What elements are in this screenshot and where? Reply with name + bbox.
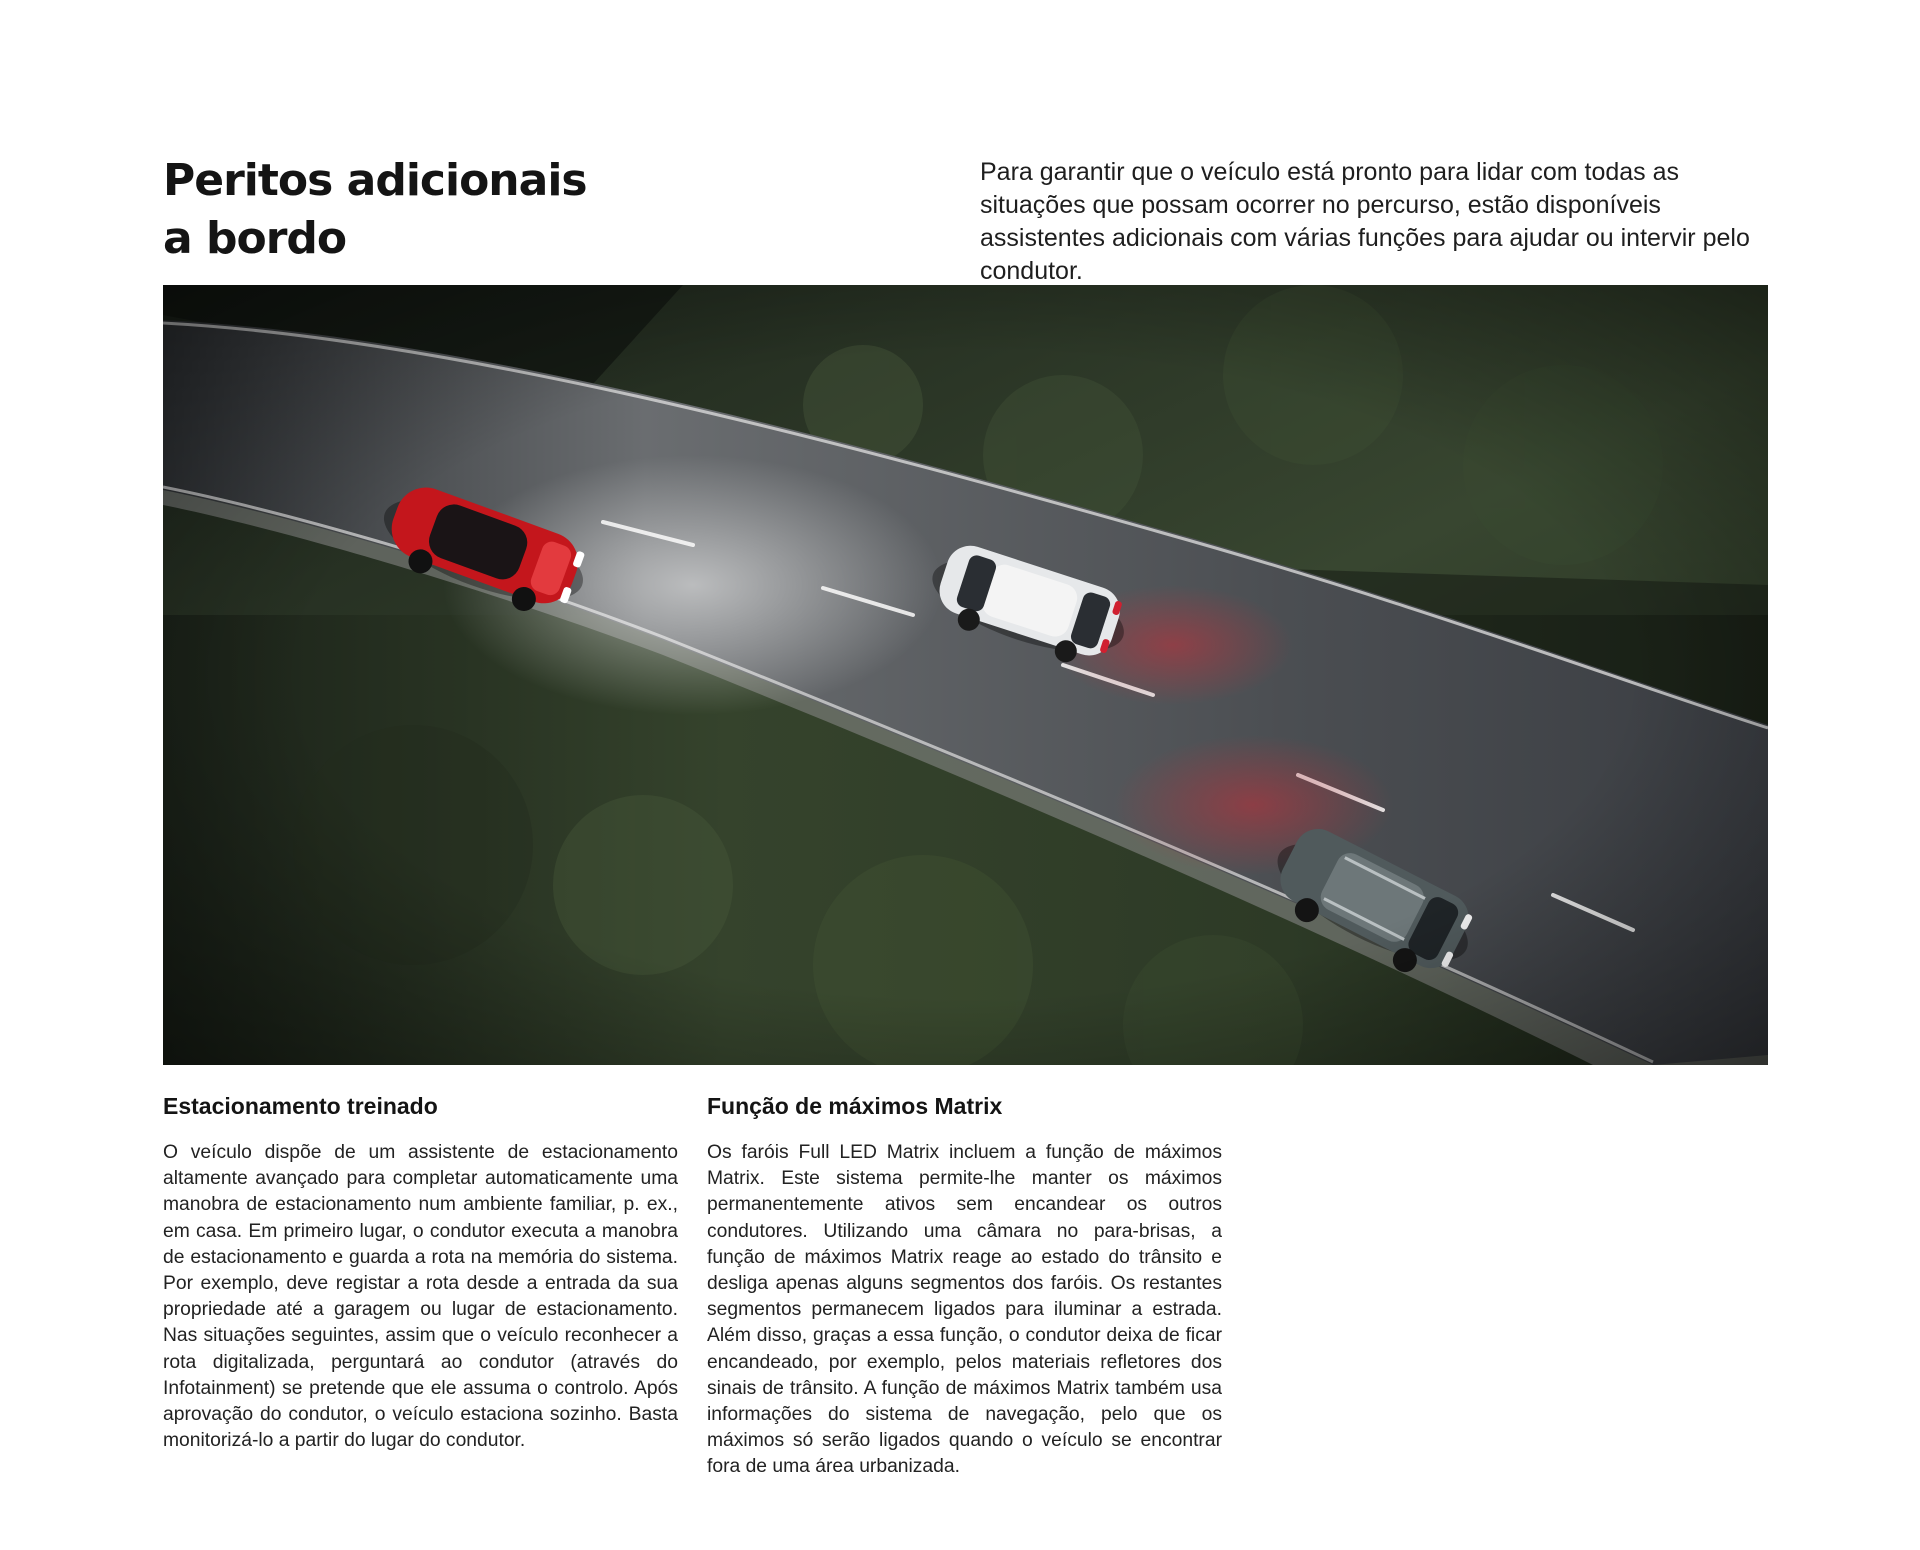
section-title-trained-parking: Estacionamento treinado [163,1093,438,1119]
vignette [163,285,1768,1065]
section-title-matrix-high-beam: Função de máximos Matrix [707,1093,1003,1119]
section-body-trained-parking: O veículo dispõe de um assistente de estacionamento altamente avançado para completar automaticamente uma manobra de estacionamento num ambiente familiar, p. ex., em casa. Em primeiro lugar, o condutor executa a manobra de estacionamento e guarda a rota na memória do sistema. Por exemplo, deve registar a rota desde a entrada da sua propriedade até a garagem ou lugar de estacionamento. Nas situações seguintes, assim que o veículo reconhecer a rota digitalizada, perguntará ao condutor (através do Infotainment) se pretende que ele assuma o controlo. Após aprovação do condutor, o veículo estaciona sozinho. Basta monitorizá-lo a partir do lugar do condutor. [163,1142,678,1452]
hero-image-night-road-cars [163,285,1768,1065]
page-title [163,152,723,268]
night-road-illustration [163,285,1768,1065]
page-title-line-2: a bordo [163,213,347,264]
section-body-matrix-high-beam: Os faróis Full LED Matrix incluem a função de máximos Matrix. Este sistema permite-lhe manter os máximos permanentemente ativos sem encandear os outros condutores. Utilizando uma câmara no para-brisas, a função de máximos Matrix reage ao estado do trânsito e desliga apenas alguns segmentos dos faróis. Os restantes segmentos permanecem ligados para iluminar a estrada. Além disso, graças a essa função, o condutor deixa de ficar encandeado, por exemplo, pelos materiais refletores dos sinais de trânsito. A função de máximos Matrix também usa informações do sistema de navegação, pelo que os máximos só serão ligados quando o veículo se encontrar fora de uma área urbanizada. [707,1142,1222,1478]
page-title-line-1: Peritos adicionais [163,155,587,206]
intro-paragraph: Para garantir que o veículo está pronto para lidar com todas as situações que possam ocorrer no percurso, estão disponíveis assistentes adicionais com várias funções para ajudar ou intervir pelo condutor. [980,158,1750,285]
